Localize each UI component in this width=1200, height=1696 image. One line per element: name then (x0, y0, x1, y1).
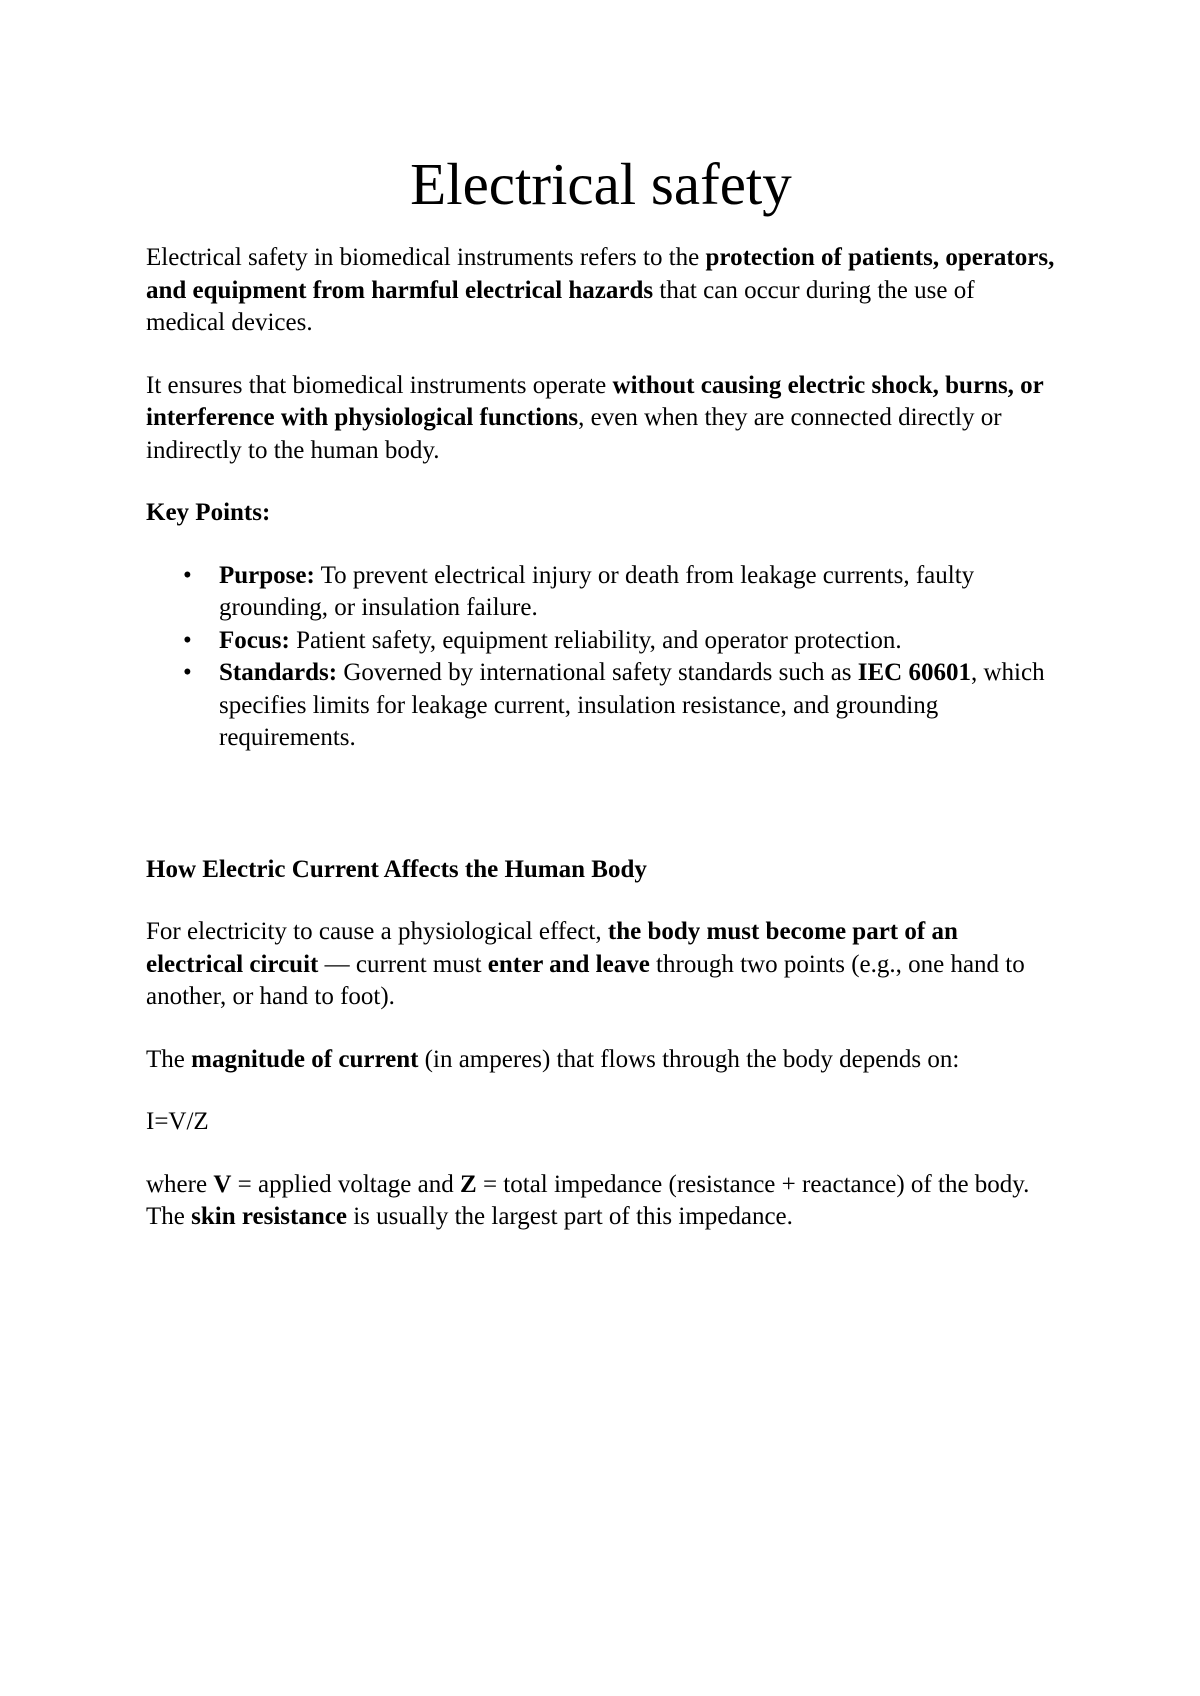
bold-text: Z (460, 1170, 477, 1198)
bold-text: protection of patients, operators, and equipment from harmful electrical hazards (146, 244, 1055, 304)
ensures-paragraph (146, 370, 1056, 468)
intro-paragraph (146, 242, 1056, 340)
text-run: where (146, 1170, 214, 1198)
text-run: To prevent electrical injury or death from leakage currents, faulty grounding, or insulation failure. (219, 561, 975, 621)
bold-text: enter and leave (487, 950, 650, 978)
text-run: The (146, 1203, 192, 1230)
list-item (183, 625, 1056, 658)
text-run: It ensures that biomedical instruments operate (146, 371, 613, 399)
text-run: , which specifies limits for leakage current, insulation resistance, and grounding requirements. (219, 659, 1045, 751)
bullet-label: Focus: (219, 626, 290, 654)
bold-text: How Electric Current Affects the Human Body (146, 855, 647, 883)
key-points-heading (146, 497, 1056, 530)
bullet-icon: • (183, 659, 192, 686)
bullet-icon: • (183, 561, 192, 589)
text-run: (in amperes) that flows through the body depends on: (418, 1045, 960, 1073)
bold-text: Key Points: (146, 499, 271, 526)
text-run: is usually the largest part of this impedance. (346, 1203, 793, 1230)
text-run: = total impedance (resistance + reactance) of the body. (476, 1170, 1030, 1198)
text-run: = applied voltage and (231, 1170, 461, 1198)
document-body (146, 242, 1056, 1234)
bold-text: skin resistance (191, 1203, 347, 1230)
circuit-paragraph (146, 916, 1056, 1014)
bullet-icon: • (183, 626, 192, 654)
text-run: Electrical safety in biomedical instruments refers to the (146, 244, 706, 271)
text-run: For electricity to cause a physiological effect, (146, 918, 608, 945)
page-title: Electrical safety (410, 151, 792, 217)
text-run: Governed by international safety standards such as (337, 659, 858, 686)
bold-text: magnitude of current (191, 1045, 419, 1073)
bold-text: V (213, 1170, 232, 1198)
section-heading (146, 854, 1056, 887)
text-run: — current must (318, 950, 488, 978)
text-run: The (146, 1045, 192, 1073)
key-points-list (146, 560, 1056, 755)
text-run: that can occur during the use of medical devices. (146, 276, 975, 336)
text-run: , even when they are connected directly or indirectly to the human body. (146, 404, 1002, 464)
bullet-label: Purpose: (219, 561, 315, 589)
formula: I=V/Z (146, 1108, 209, 1135)
skin-resistance-paragraph (146, 1201, 1056, 1234)
list-item (183, 657, 1056, 755)
bold-text: without causing electric shock, burns, or interference with physiological functions (146, 371, 1044, 431)
bold-text: IEC 60601 (857, 659, 971, 686)
where-paragraph (146, 1169, 1056, 1202)
text-run: through two points (e.g., one hand to another, or hand to foot). (146, 950, 1025, 1010)
bold-text: the body must become part of an electrical circuit (146, 918, 958, 978)
bullet-label: Standards: (219, 659, 338, 686)
list-item (183, 560, 1056, 625)
text-run: Patient safety, equipment reliability, and operator protection. (289, 626, 902, 654)
magnitude-paragraph (146, 1044, 1056, 1077)
